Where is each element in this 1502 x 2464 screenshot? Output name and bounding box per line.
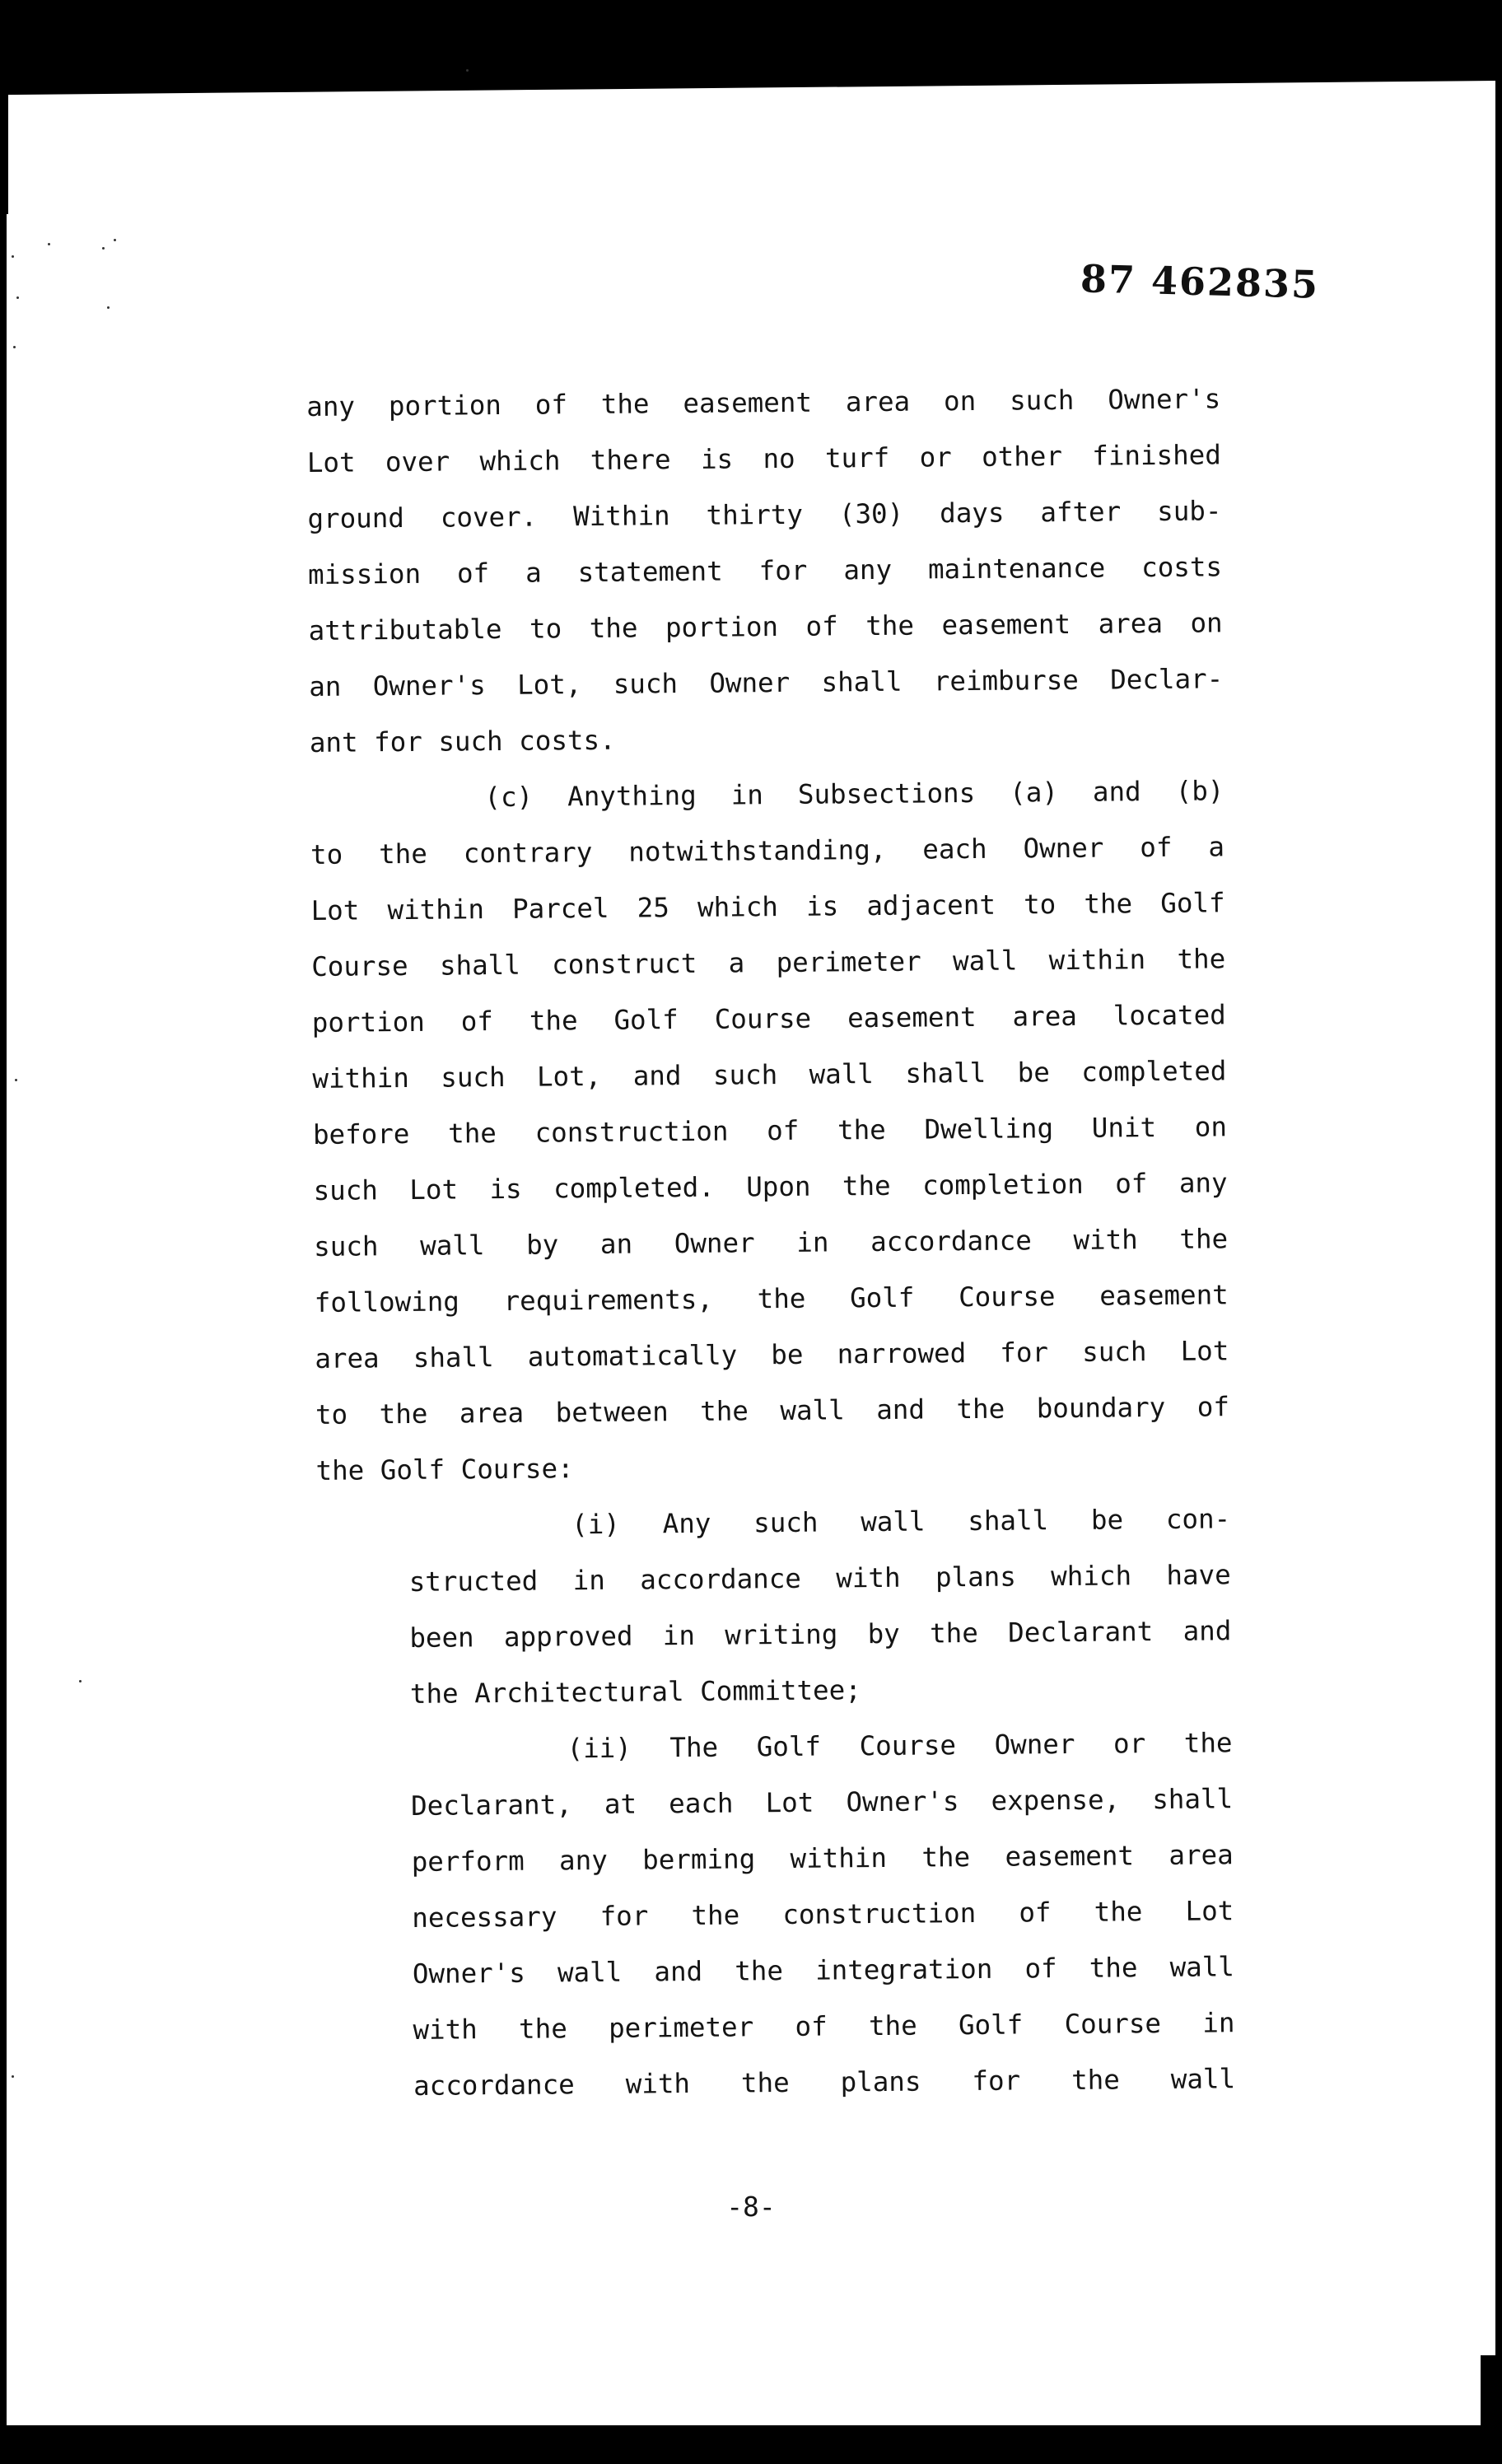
text-line: (ii) The Golf Course Owner or the	[567, 1727, 1233, 1765]
scan-border-top	[0, 0, 1502, 82]
scan-speck	[12, 255, 14, 258]
text-line: area shall automatically be narrowed for such Lot	[315, 1335, 1229, 1374]
text-line: mission of a statement for any maintenance costs	[307, 551, 1223, 590]
scan-speck	[48, 243, 50, 245]
text-line: Course shall construct a perimeter wall within the	[311, 943, 1226, 982]
text-line: such wall by an Owner in accordance with the	[314, 1223, 1229, 1262]
document-number: 87 462835	[1080, 256, 1320, 307]
scan-speck	[466, 69, 469, 72]
text-line: to the area between the wall and the boundary of	[315, 1391, 1230, 1430]
text-line: such Lot is completed. Upon the completion of any	[313, 1167, 1228, 1206]
scan-border-bottom	[0, 2425, 1502, 2464]
scan-speck	[12, 2075, 14, 2078]
text-line: (i) Any such wall shall be con-	[571, 1503, 1231, 1541]
scan-speck	[15, 1079, 17, 1081]
text-line: Lot within Parcel 25 which is adjacent to the Golf	[310, 887, 1225, 926]
body-text	[306, 371, 1235, 2115]
text-line: necessary for the construction of the Lot	[412, 1895, 1234, 1934]
text-line: Lot over which there is no turf or other finished	[306, 439, 1222, 478]
text-line: ant for such costs.	[309, 724, 616, 758]
scan-border-left	[0, 82, 8, 214]
text-line: (c) Anything in Subsections (a) and (b)	[484, 775, 1224, 814]
scan-speck	[79, 1680, 82, 1682]
text-line: Owner's wall and the integration of the wall	[412, 1951, 1235, 1990]
text-line: structed in accordance with plans which have	[408, 1559, 1231, 1598]
text-line: following requirements, the Golf Course easement	[314, 1279, 1229, 1318]
text-line: to the contrary notwithstanding, each Owner of a	[310, 831, 1225, 870]
text-line: Declarant, at each Lot Owner's expense, shall	[410, 1783, 1234, 1822]
scan-speck	[16, 296, 19, 299]
scan-speck	[107, 306, 110, 309]
text-line: within such Lot, and such wall shall be completed	[312, 1055, 1227, 1094]
scan-speck	[13, 346, 16, 348]
text-line: before the construction of the Dwelling Unit on	[312, 1111, 1228, 1150]
text-line: ground cover. Within thirty (30) days after sub-	[307, 495, 1222, 534]
text-line: been approved in writing by the Declarant and	[409, 1615, 1232, 1654]
text-line: attributable to the portion of the easement area on	[308, 607, 1223, 646]
text-line: the Golf Course:	[315, 1453, 574, 1486]
text-line: accordance with the plans for the wall	[413, 2063, 1236, 2102]
text-line: any portion of the easement area on such Owner's	[306, 383, 1221, 422]
scan-speck	[102, 247, 105, 250]
text-line: the Architectural Committee;	[409, 1674, 861, 1710]
text-line: portion of the Golf Course easement area located	[311, 999, 1226, 1038]
text-line: an Owner's Lot, such Owner shall reimburse Declar-	[309, 663, 1224, 702]
page-number: -8-	[726, 2191, 776, 2223]
text-line: perform any berming within the easement area	[411, 1839, 1234, 1878]
text-line: with the perimeter of the Golf Course in	[413, 2007, 1235, 2046]
scan-speck	[114, 239, 116, 241]
